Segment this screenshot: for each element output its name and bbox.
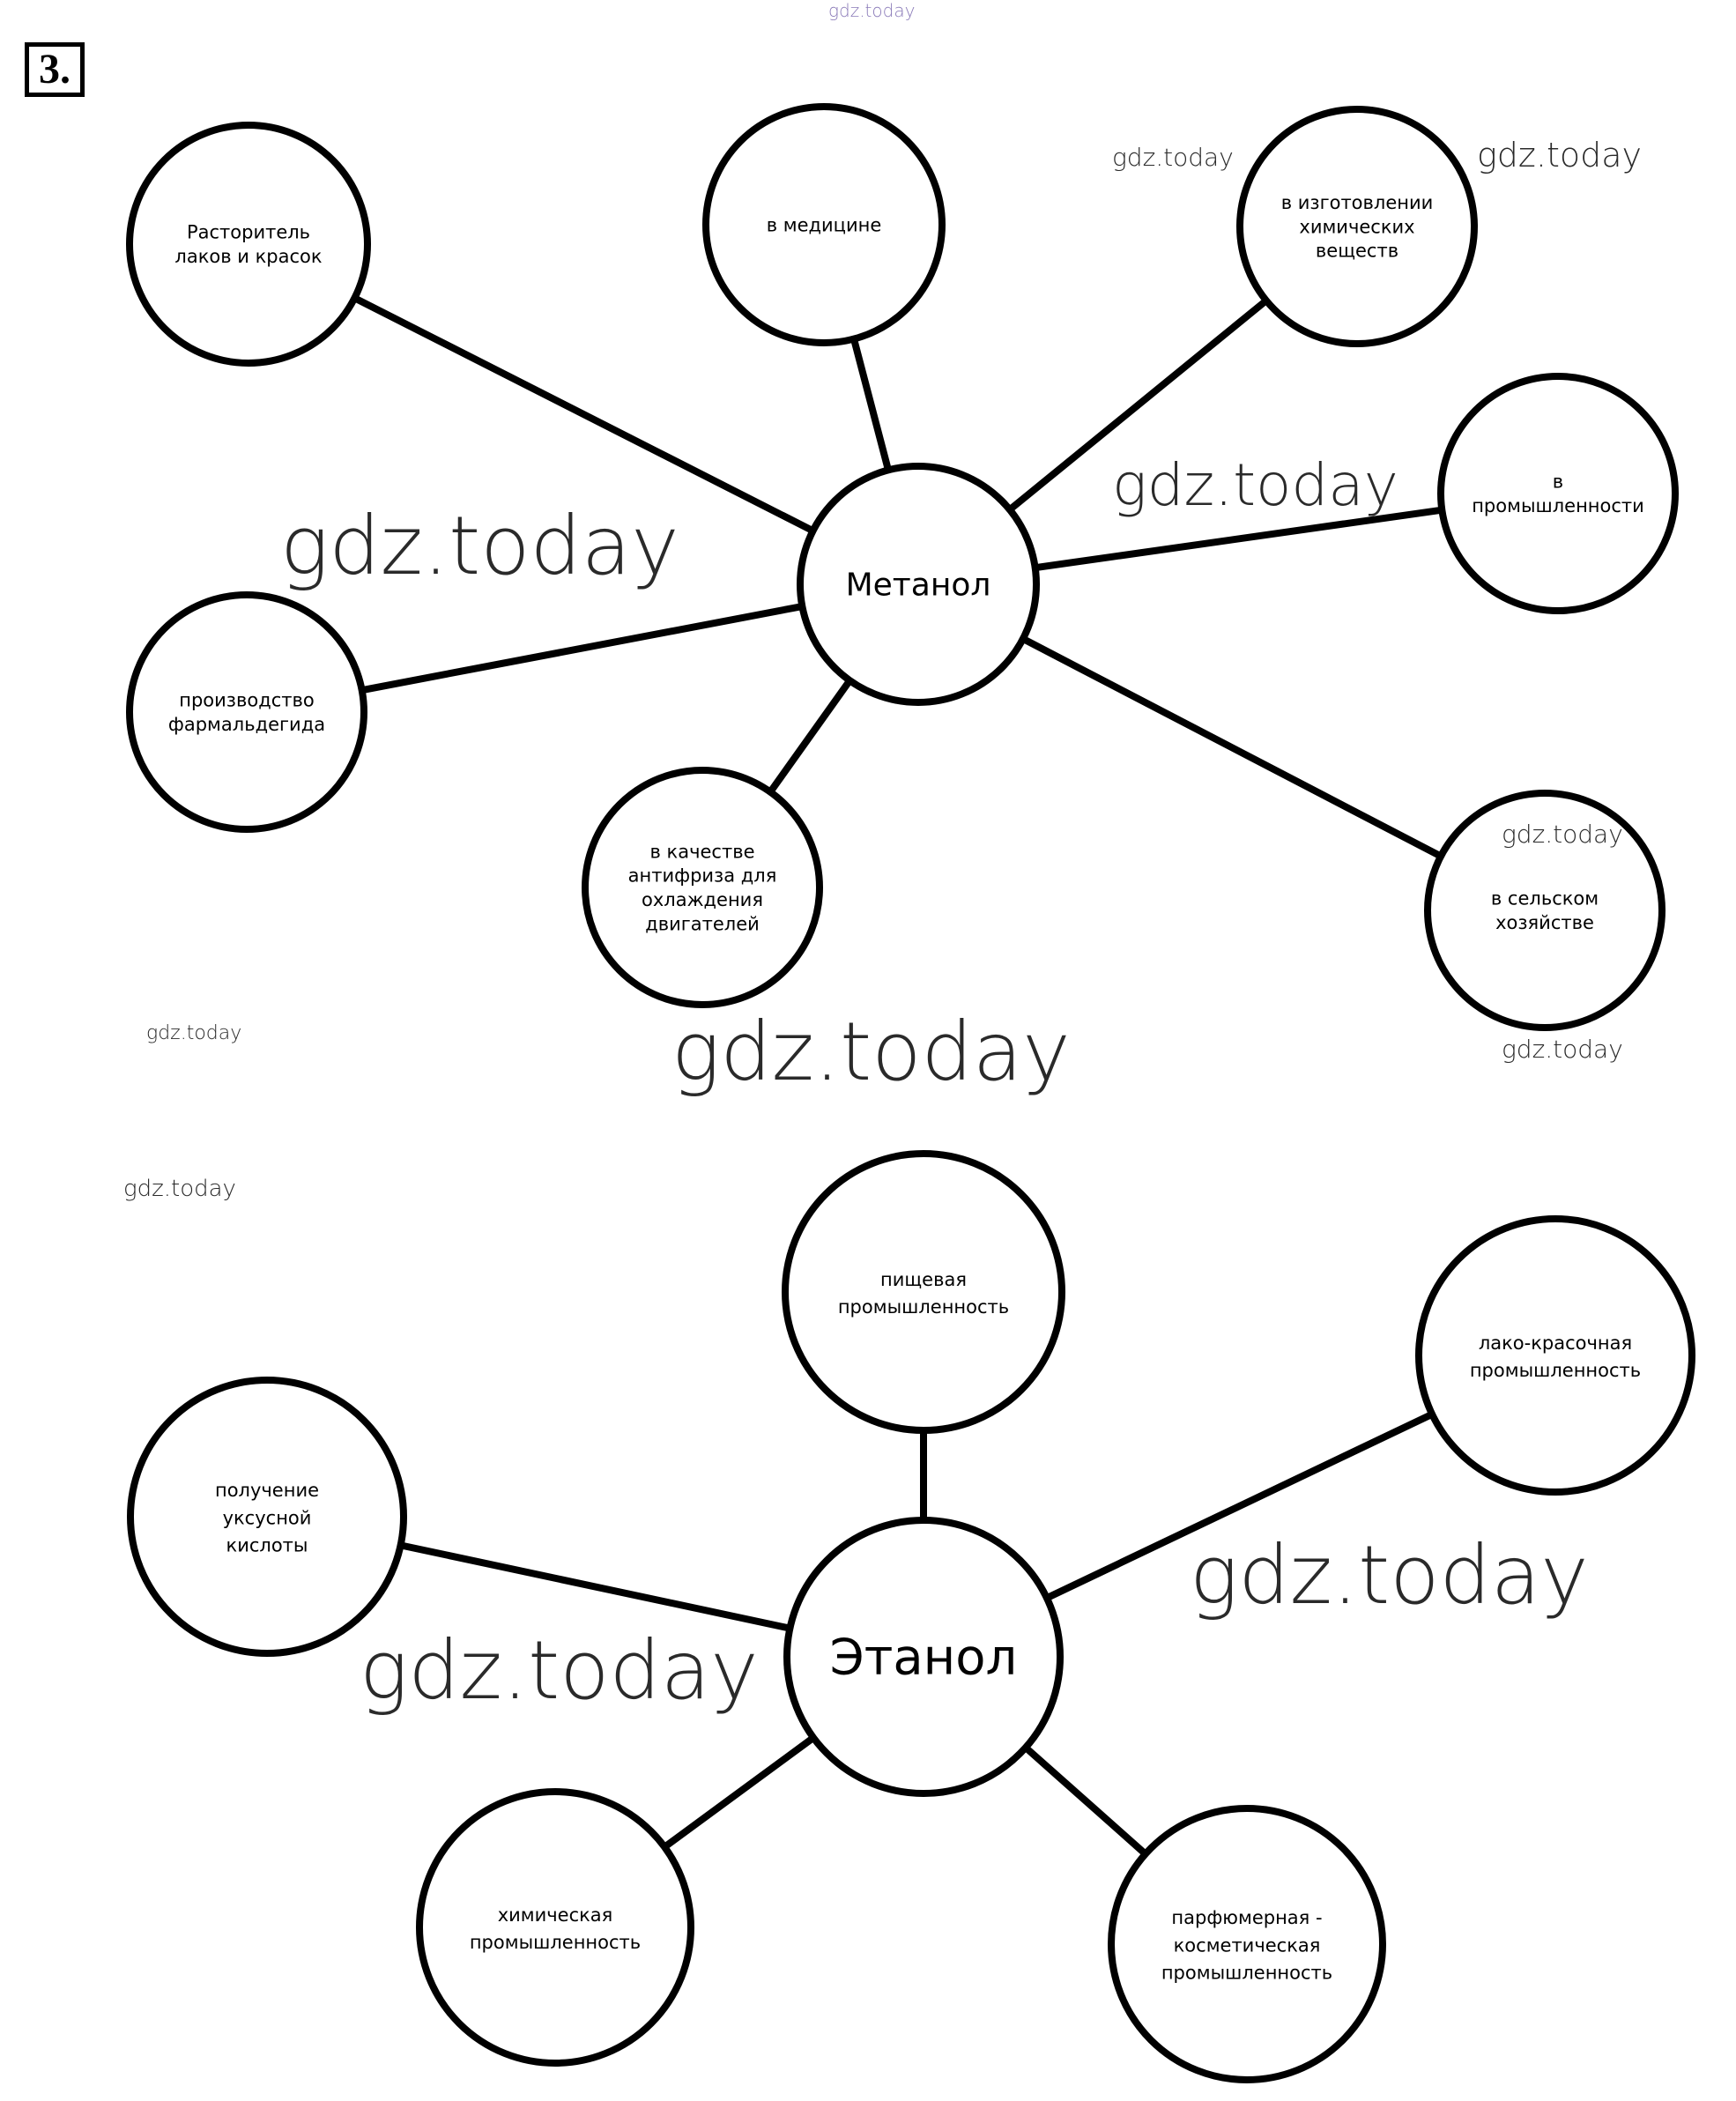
ethanol-use-node [1111,1808,1383,2080]
watermark-text: gdz.today [1112,451,1398,519]
methanol-center-label: Метанол [845,567,991,604]
methanol-use-label: веществ [1315,240,1399,262]
methanol-use-node [130,125,367,363]
watermark-text: gdz.today [360,1623,759,1718]
methanol-use-circle [585,770,820,1005]
ethanol-use-label: получение [214,1480,320,1502]
ethanol-use-label: промышленность [1469,1360,1642,1381]
ethanol-connector-line [1026,1748,1146,1854]
watermark-text: gdz.today [828,0,916,21]
methanol-center-node [800,466,1036,702]
methanol-connector-line [1023,639,1441,857]
watermark-text: gdz.today [146,1022,242,1044]
ethanol-use-label: кислоты [226,1534,308,1556]
ethanol-use-label: промышленность [469,1932,642,1953]
ethanol-use-label: лако-красочная [1478,1332,1633,1354]
methanol-use-label: в качестве [649,841,755,863]
ethanol-connector-line [401,1545,790,1628]
methanol-use-label: охлаждения [642,889,763,910]
methanol-use-node [706,107,942,343]
ethanol-use-label: уксусной [222,1507,312,1529]
ethanol-use-label: косметическая [1173,1934,1321,1956]
task-number: 3. [25,42,85,97]
methanol-use-label: в изготовлении [1280,192,1434,214]
methanol-connector-line [354,298,812,531]
methanol-use-node [585,770,820,1005]
methanol-use-label: Расторитель [186,221,311,243]
watermark-text: gdz.today [671,1005,1071,1099]
methanol-use-label: производство [179,689,315,711]
methanol-use-label: лаков и красок [174,246,323,267]
methanol-use-label: в сельском [1490,887,1599,909]
methanol-use-node [130,595,364,829]
ethanol-use-circle [1419,1219,1692,1492]
watermark-text: gdz.today [1502,1035,1623,1064]
methanol-use-label: в [1552,471,1564,493]
watermark-text: gdz.today [1477,136,1642,174]
methanol-use-label: хозяйстве [1495,912,1594,933]
ethanol-center-node [787,1520,1060,1793]
methanol-use-circle [130,125,367,363]
ethanol-use-node [785,1154,1062,1430]
watermark-text: gdz.today [1502,820,1623,849]
ethanol-use-label: парфюмерная - [1171,1907,1323,1929]
ethanol-use-label: химическая [497,1904,613,1926]
methanol-use-label: антифриза для [627,865,777,887]
methanol-use-node [1240,109,1474,344]
methanol-use-circle [1441,376,1675,611]
methanol-connector-line [770,680,849,792]
methanol-use-label: фармальдегида [167,714,326,735]
methanol-use-label: промышленности [1472,495,1644,516]
ethanol-use-circle [419,1792,691,2063]
watermark-text: gdz.today [280,499,679,593]
ethanol-use-node [1419,1219,1692,1492]
methanol-connector-line [362,606,803,690]
methanol-use-circle [130,595,364,829]
methanol-use-node [1441,376,1675,611]
ethanol-use-label: пищевая [880,1268,967,1290]
ethanol-use-node [419,1792,691,2063]
watermark-text: gdz.today [1112,143,1234,172]
ethanol-use-label: промышленность [837,1296,1010,1318]
watermark-text: gdz.today [1190,1528,1589,1622]
ethanol-use-label: промышленность [1161,1962,1333,1984]
methanol-use-label: химических [1299,216,1415,238]
methanol-use-label: в медицине [766,214,882,236]
methanol-use-label: двигателей [645,913,760,935]
ethanol-use-node [130,1380,404,1653]
ethanol-use-circle [785,1154,1062,1430]
ethanol-center-label: Этанол [829,1629,1018,1687]
watermark-text: gdz.today [123,1176,236,1202]
ethanol-connector-line [664,1738,813,1847]
methanol-connector-line [854,339,888,471]
